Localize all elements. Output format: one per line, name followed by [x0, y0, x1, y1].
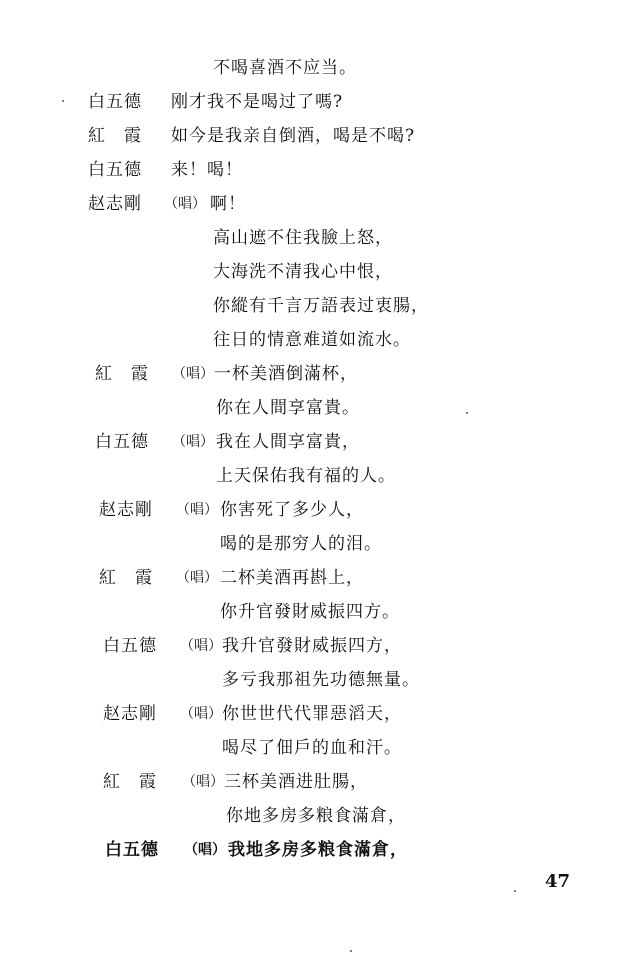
- speaker-name: 白五德: [95, 432, 149, 452]
- dialogue-text: 我升官發財威振四方，: [222, 636, 402, 656]
- dialogue-text: 三杯美酒进肚腸，: [224, 772, 368, 792]
- speaker-name: 紅 霞: [103, 772, 157, 792]
- verse-line: 往日的情意难道如流水。: [213, 330, 411, 350]
- verse-line: 你升官發財威振四方。: [220, 602, 400, 622]
- verse-line: 你地多房多粮食滿倉，: [226, 806, 406, 826]
- stage-direction: （唱）: [180, 638, 222, 654]
- verse-line: 你在人間享富貴。: [216, 398, 360, 418]
- speaker-name: 白五德: [105, 840, 159, 860]
- speaker-name: 赵志剛: [88, 194, 142, 214]
- stage-direction: （唱）: [176, 570, 218, 586]
- speaker-name: 紅 霞: [88, 126, 142, 146]
- verse-line: 上天保佑我有福的人。: [216, 466, 396, 486]
- stage-direction: （唱）: [176, 502, 218, 518]
- verse-line: 高山遮不住我臉上怒，: [213, 228, 393, 248]
- speaker-name: 白五德: [103, 636, 157, 656]
- verse-line: 你縱有千言万語表过衷腸，: [213, 296, 429, 316]
- speaker-name: 白五德: [88, 160, 142, 180]
- dialogue-text: 不喝喜酒不应当。: [213, 58, 357, 78]
- scan-speck: [514, 890, 516, 892]
- speaker-name: 赵志剛: [103, 704, 157, 724]
- scan-speck: [350, 950, 352, 952]
- dialogue-text: 刚才我不是喝过了嗎?: [171, 92, 344, 112]
- speaker-name: 白五德: [88, 92, 142, 112]
- verse-line: 大海洗不清我心中恨，: [213, 262, 393, 282]
- verse-line: 喝尽了佃戶的血和汗。: [222, 738, 402, 758]
- speaker-name: 紅 霞: [99, 568, 153, 588]
- verse-line: 喝的是那穷人的泪。: [220, 534, 382, 554]
- scan-speck: [466, 412, 468, 414]
- speaker-name: 赵志剛: [99, 500, 153, 520]
- speaker-name: 紅 霞: [95, 364, 149, 384]
- dialogue-text: 你害死了多少人，: [220, 500, 364, 520]
- dialogue-text: 如今是我亲自倒酒，喝是不喝?: [171, 126, 416, 146]
- verse-line: 多亏我那祖先功德無量。: [222, 670, 420, 690]
- dialogue-text: 我在人間享富貴，: [216, 432, 360, 452]
- dialogue-text: 一杯美酒倒滿杯，: [214, 364, 358, 384]
- scan-speck: [62, 100, 64, 102]
- page-number: 47: [545, 871, 571, 892]
- stage-direction: （唱）: [172, 366, 214, 382]
- stage-direction: （唱）: [172, 434, 214, 450]
- stage-direction: （唱）: [184, 842, 226, 858]
- dialogue-text: 我地多房多粮食滿倉，: [228, 840, 408, 860]
- dialogue-text: 啊！: [210, 194, 246, 214]
- stage-direction: （唱）: [180, 706, 222, 722]
- dialogue-text: 你世世代代罪惡滔天，: [222, 704, 402, 724]
- stage-direction: （唱）: [164, 196, 206, 212]
- dialogue-text: 来！喝！: [171, 160, 243, 180]
- stage-direction: （唱）: [182, 774, 224, 790]
- dialogue-text: 二杯美酒再斟上，: [220, 568, 364, 588]
